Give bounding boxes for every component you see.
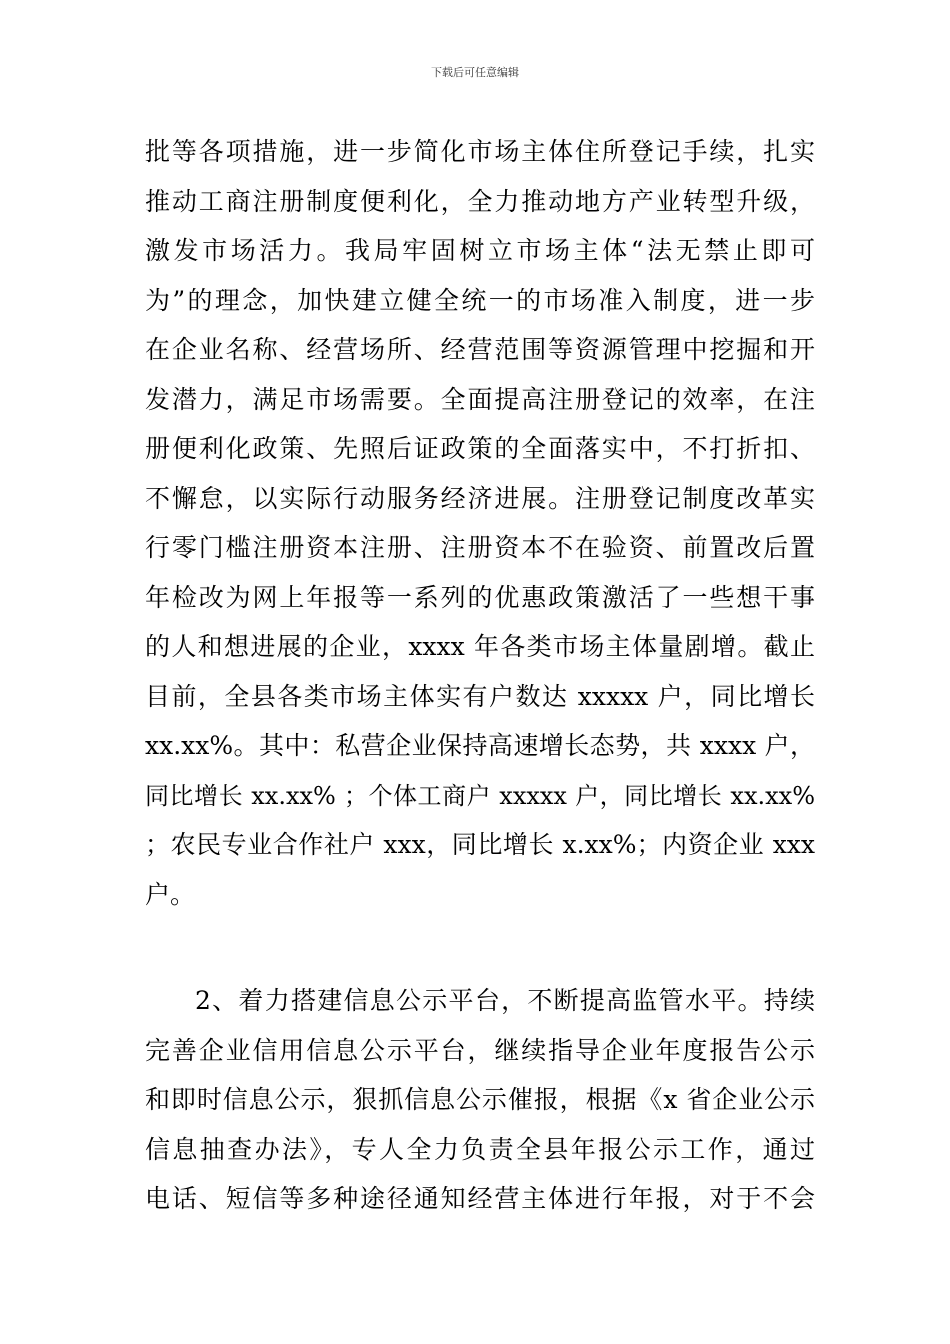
text-line: 行零门槛注册资本注册、注册资本不在验资、前置改后置 — [145, 533, 815, 562]
text-line: 不懈怠，以实际行动服务经济进展。注册登记制度改革实 — [145, 483, 815, 513]
text-line: 户。 — [145, 879, 196, 909]
text-line: 推动工商注册制度便利化，全力推动地方产业转型升级， — [145, 186, 815, 216]
text-line: 批等各项措施，进一步简化市场主体住所登记手续，扎实 — [145, 137, 815, 166]
text-line: 和即时信息公示，狠抓信息公示催报，根据《x 省企业公示 — [145, 1085, 815, 1114]
paragraph-2 — [145, 981, 815, 1229]
text-line: 的人和想进展的企业，xxxx 年各类市场主体量剧增。截止 — [145, 632, 815, 661]
text-line: 目前，全县各类市场主体实有户数达 xxxxx 户，同比增长 — [145, 681, 815, 711]
paragraph-1 — [145, 132, 815, 924]
text-line: 完善企业信用信息公示平台，继续指导企业年度报告公示 — [145, 1035, 815, 1065]
page-header: 下载后可任意编辑 — [431, 66, 519, 79]
text-line: ；农民专业合作社户 xxx，同比增长 x.xx%；内资企业 xxx — [145, 830, 815, 859]
text-line: 同比增长 xx.xx% ；个体工商户 xxxxx 户，同比增长 xx.xx% — [145, 781, 815, 810]
text-line: xx.xx%。其中：私营企业保持高速增长态势，共 xxxx 户， — [145, 731, 815, 760]
text-line: 发潜力，满足市场需要。全面提高注册登记的效率，在注 — [145, 384, 815, 414]
text-line: 激发市场活力。我局牢固树立市场主体“法无禁止即可 — [145, 236, 815, 265]
text-line: 年检改为网上年报等一系列的优惠政策激活了一些想干事 — [145, 582, 815, 612]
text-line: 电话、短信等多种途径通知经营主体进行年报，对于不会 — [145, 1184, 815, 1213]
text-line: 为”的理念，加快建立健全统一的市场准入制度，进一步 — [145, 285, 815, 315]
text-line: 信息抽查办法》，专人全力负责全县年报公示工作，通过 — [145, 1134, 815, 1164]
text-line: 册便利化政策、先照后证政策的全面落实中，不打折扣、 — [145, 434, 815, 463]
text-line: 2、着力搭建信息公示平台，不断提高监管水平。持续 — [195, 986, 815, 1015]
text-line: 在企业名称、经营场所、经营范围等资源管理中挖掘和开 — [145, 335, 815, 364]
